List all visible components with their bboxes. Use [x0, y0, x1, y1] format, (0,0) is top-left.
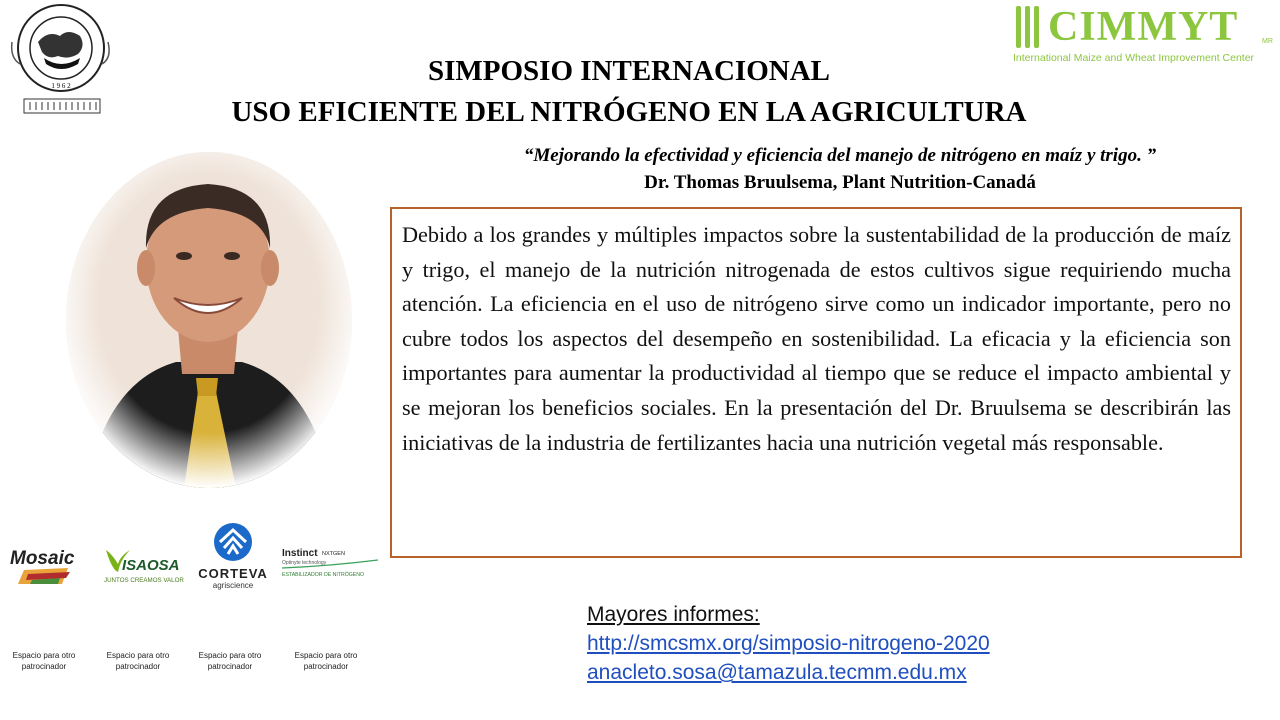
contact-email-link[interactable]: anacleto.sosa@tamazula.tecmm.edu.mx	[587, 661, 967, 684]
instinct-sub: ESTABILIZADOR DE NITRÓGENO	[282, 572, 365, 578]
mosaic-name: Mosaic	[10, 548, 75, 569]
instinct-sup: NXTGEN	[322, 551, 345, 557]
cimmyt-tagline: International Maize and Wheat Improvement Center	[1013, 52, 1255, 64]
abstract-box	[390, 207, 1242, 558]
sponsor-slot: Espacio para otro patrocinador	[12, 651, 76, 671]
isaosa-logo-icon	[100, 544, 186, 584]
speaker-name: Dr. Thomas Bruulsema, Plant Nutrition-Canadá	[644, 172, 1036, 193]
cimmyt-wordmark: CIMMYT	[1048, 4, 1239, 50]
mosaic-logo-icon	[8, 544, 92, 586]
cimmyt-mark: MR	[1262, 38, 1273, 45]
corteva-logo-icon	[192, 520, 274, 592]
symposium-url-link[interactable]: http://smcsmx.org/simposio-nitrogeno-2020	[587, 632, 990, 655]
speaker-portrait-icon	[66, 152, 352, 488]
instinct-name: Instinct	[282, 548, 318, 559]
contact-info	[587, 600, 990, 687]
symposium-title: SIMPOSIO INTERNACIONAL	[427, 55, 831, 87]
symposium-subtitle: USO EFICIENTE DEL NITRÓGENO EN LA AGRICULTURA	[231, 96, 1027, 128]
contact-heading: Mayores informes:	[587, 603, 760, 626]
instinct-logo-icon	[280, 546, 380, 582]
abstract-text: Debido a los grandes y múltiples impactos sobre la sustentabilidad de la producción de maíz y trigo, el manejo de la nutrición nitrogenada de estos cultivos sigue requiriendo mucha atención. La eficiencia en el uso de nitrógeno sirve como un indicador importante, pero no cubre todos los aspectos del desempeño en sostenibilidad. La eficacia y la eficiencia son importantes para aumentar la productividad al tiempo que se reduce el impacto ambiental y se mejoran los beneficios sociales. En la presentación del Dr. Bruulsema se describirán las iniciativas de la industria de fertilizantes hacia una nutrición vegetal más responsable.	[402, 222, 1231, 455]
sponsor-slot: Espacio para otro patrocinador	[106, 651, 170, 671]
isaosa-name: ISAOSA	[122, 557, 180, 574]
corteva-name: CORTEVA	[198, 566, 268, 581]
sponsor-slot: Espacio para otro patrocinador	[198, 651, 262, 671]
corteva-sub: agriscience	[212, 581, 254, 590]
seal-year: 1 9 6 2	[51, 82, 71, 90]
talk-title: “Mejorando la efectividad y eficiencia del manejo de nitrógeno en maíz y trigo. ”	[523, 145, 1157, 166]
sponsor-slot: Espacio para otro patrocinador	[294, 651, 358, 671]
wheat-icon	[1012, 4, 1046, 50]
isaosa-tagline: JUNTOS CREAMOS VALOR	[104, 577, 184, 584]
instinct-tech: Optinyte technology	[282, 560, 327, 566]
